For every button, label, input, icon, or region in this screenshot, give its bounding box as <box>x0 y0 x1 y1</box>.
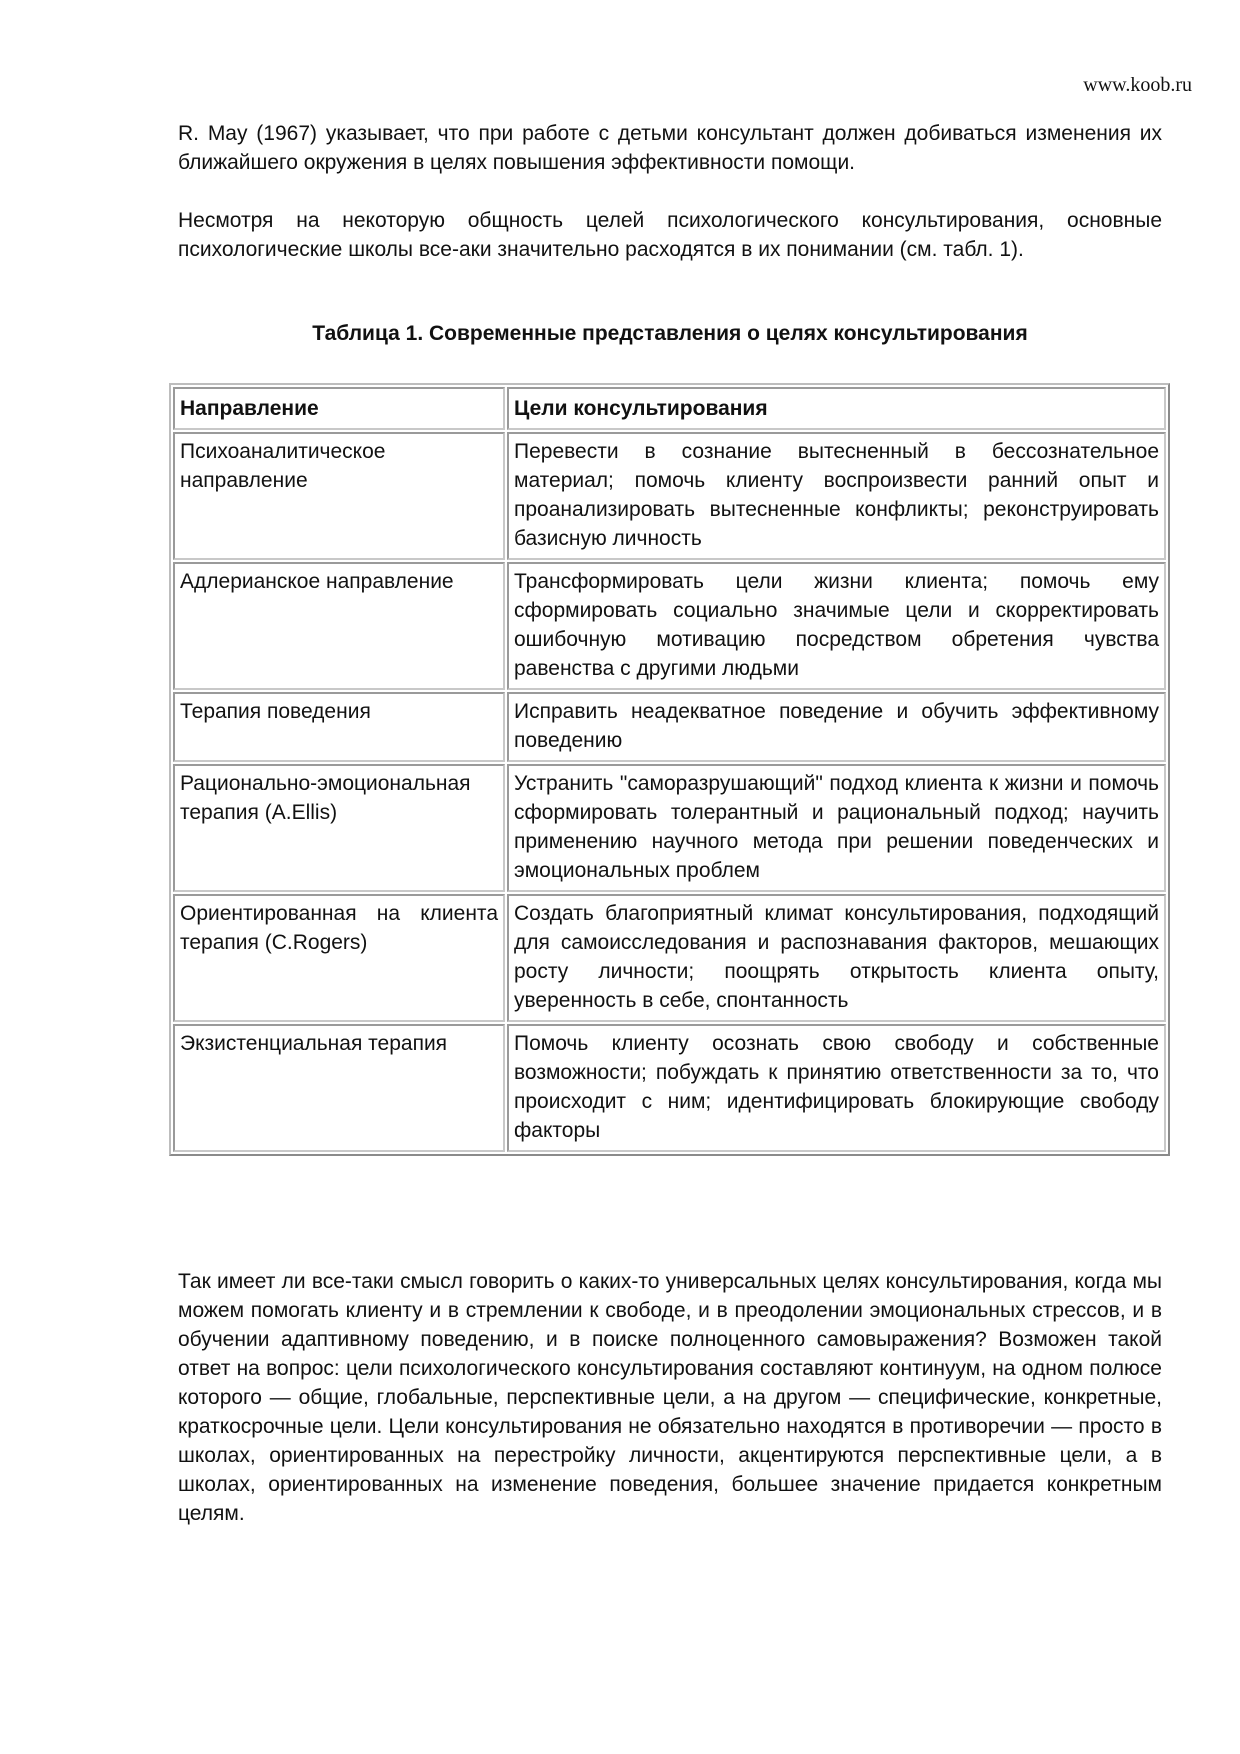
direction-cell: Экзистенциальная терапия <box>173 1024 505 1152</box>
table-row <box>173 894 1166 1022</box>
table-header-row <box>173 387 1166 430</box>
goals-cell: Создать благоприятный климат консультирования, подходящий для самоисследования и распознавания факторов, мешающих росту личности; поощрять открытость клиента опыту, уверенность в себе, спонтанность <box>507 894 1166 1022</box>
table-row <box>173 764 1166 892</box>
table-row <box>173 1024 1166 1152</box>
goals-cell: Трансформировать цели жизни клиента; помочь ему сформировать социально значимые цели и скорректировать ошибочную мотивацию посредством обретения чувства равенства с другими людьми <box>507 562 1166 690</box>
table-row <box>173 692 1166 762</box>
table-row <box>173 432 1166 560</box>
direction-cell: Рационально-эмоциональная терапия (A.Ellis) <box>173 764 505 892</box>
table-title: Таблица 1. Современные представления о целях консультирования <box>312 322 1028 345</box>
direction-cell: Адлерианское направление <box>173 562 505 690</box>
column-header-direction: Направление <box>173 387 505 430</box>
goals-cell: Исправить неадекватное поведение и обучить эффективному поведению <box>507 692 1166 762</box>
goals-cell: Перевести в сознание вытесненный в бессознательное материал; помочь клиенту воспроизвести ранний опыт и проанализировать вытесненные конфликты; реконструировать базисную личность <box>507 432 1166 560</box>
goals-cell: Помочь клиенту осознать свою свободу и собственные возможности; побуждать к принятию ответственности за то, что происходит с ним; идентифицировать блокирующие свободу факторы <box>507 1024 1166 1152</box>
goals-cell: Устранить "саморазрушающий" подход клиента к жизни и помочь сформировать толерантный и рациональный подход; научить применению научного метода при решении поведенческих и эмоциональных проблем <box>507 764 1166 892</box>
direction-cell: Терапия поведения <box>173 692 505 762</box>
direction-cell: Ориентированная на клиента терапия (C.Rogers) <box>173 894 505 1022</box>
direction-cell: Психоаналитическое направление <box>173 432 505 560</box>
paragraph-3: Так имеет ли все-таки смысл говорить о каких-то универсальных целях консультирования, когда мы можем помогать клиенту и в стремлении к свободе, и в преодолении эмоциональных стрессов, и в обучении адаптивному поведению, и в поиске полноценного самовыражения? Возможен такой ответ на вопрос: цели психологического консультирования составляют континуум, на одном полюсе которого — общие, глобальные, перспективные цели, а на другом — специфические, конкретные, краткосрочные цели. Цели консультирования не обязательно находятся в противоречии — просто в школах, ориентированных на перестройку личности, акцентируются перспективные цели, а в школах, ориентированных на изменение поведения, большее значение придается конкретным целям. <box>178 1270 1162 1525</box>
column-header-goals: Цели консультирования <box>507 387 1166 430</box>
paragraph-1: R. May (1967) указывает, что при работе с детьми консультант должен добиваться изменения их ближайшего окружения в целях повышения эффективности помощи. <box>178 122 1162 174</box>
table-row <box>173 562 1166 690</box>
paragraph-2: Несмотря на некоторую общность целей психологического консультирования, основные психологические школы все-аки значительно расходятся в их понимании (см. табл. 1). <box>178 209 1162 261</box>
goals-table <box>169 383 1170 1156</box>
site-header: www.koob.ru <box>1083 74 1192 96</box>
